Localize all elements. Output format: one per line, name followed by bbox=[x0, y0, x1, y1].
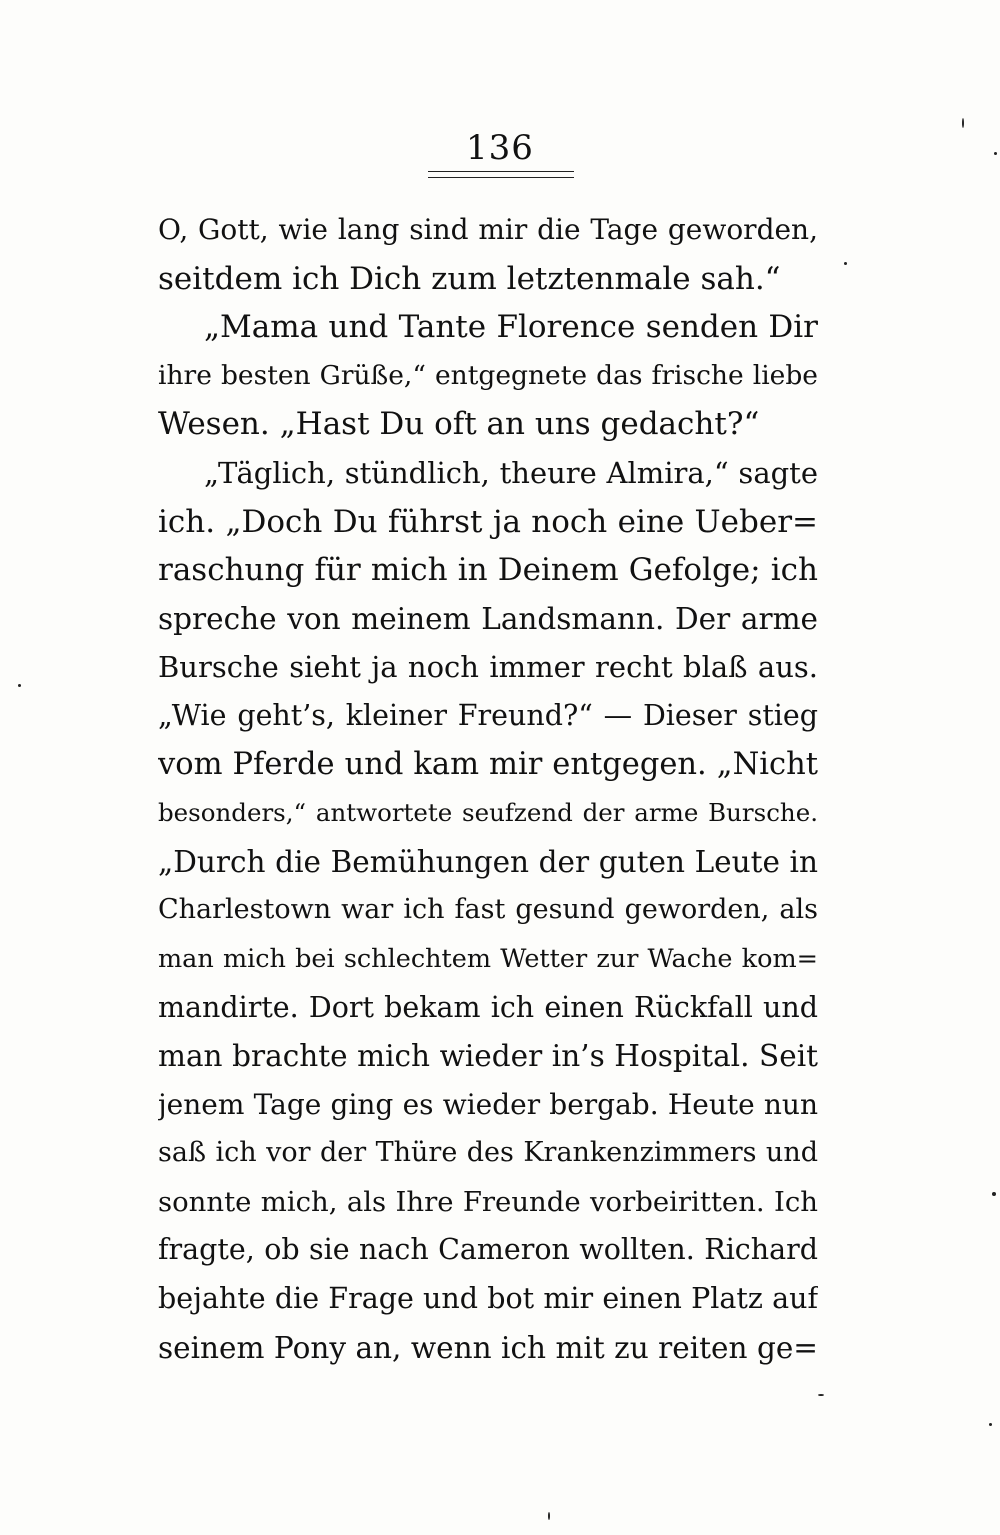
text-line: sonnte mich, als Ihre Freunde vorbeiritten. Ich bbox=[158, 1185, 818, 1218]
scan-speck bbox=[18, 684, 21, 687]
text-line: Charlestown war ich fast gesund geworden, als bbox=[158, 894, 818, 926]
text-line: jenem Tage ging es wieder bergab. Heute nun bbox=[158, 1087, 818, 1121]
text-line: fragte, ob sie nach Cameron wollten. Richard bbox=[158, 1233, 818, 1267]
text-line: saß ich vor der Thüre des Krankenzimmers und bbox=[158, 1137, 818, 1169]
text-line: vom Pferde und kam mir entgegen. „Nicht bbox=[158, 746, 818, 782]
text-line: „Täglich, stündlich, theure Almira,“ sagte bbox=[204, 455, 818, 490]
scan-speck bbox=[548, 1512, 550, 1520]
body-text bbox=[158, 206, 818, 1372]
text-line: „Mama und Tante Florence senden Dir bbox=[204, 309, 818, 346]
scan-speck bbox=[989, 1423, 992, 1426]
text-line: seinem Pony an, wenn ich mit zu reiten ge= bbox=[158, 1330, 818, 1365]
scan-speck bbox=[818, 1394, 824, 1396]
scan-speck bbox=[962, 118, 964, 128]
text-line: bejahte die Frage und bot mir einen Platz auf bbox=[158, 1282, 818, 1316]
text-line: man mich bei schlechtem Wetter zur Wache kom= bbox=[158, 943, 818, 974]
text-line: besonders,“ antwortete seufzend der arme Bursche. bbox=[158, 798, 818, 828]
page-number-rule-upper bbox=[428, 171, 574, 172]
text-line: seitdem ich Dich zum letztenmale sah.“ bbox=[158, 260, 781, 297]
scan-speck bbox=[994, 152, 997, 155]
text-line: „Durch die Bemühungen der guten Leute in bbox=[158, 844, 818, 879]
text-line: Wesen. „Hast Du oft an uns gedacht?“ bbox=[158, 406, 760, 443]
text-line: „Wie geht’s, kleiner Freund?“ — Dieser stieg bbox=[158, 698, 818, 732]
text-line: O, Gott, wie lang sind mir die Tage geworden, bbox=[158, 213, 818, 246]
scan-speck bbox=[992, 1192, 996, 1196]
scan-speck bbox=[844, 262, 847, 265]
text-line: mandirte. Dort bekam ich einen Rückfall und bbox=[158, 990, 818, 1024]
text-line: ich. „Doch Du führst ja noch eine Ueber= bbox=[158, 503, 818, 540]
text-line: spreche von meinem Landsmann. Der arme bbox=[158, 601, 818, 636]
text-line: raschung für mich in Deinem Gefolge; ich bbox=[158, 552, 818, 589]
text-line: ihre besten Grüße,“ entgegnete das frische liebe bbox=[158, 359, 818, 391]
page-number-rule-lower bbox=[428, 177, 574, 178]
text-line: Bursche sieht ja noch immer recht blaß aus. bbox=[158, 650, 818, 685]
text-line: man brachte mich wieder in’s Hospital. Seit bbox=[158, 1039, 818, 1074]
page-number: 136 bbox=[466, 128, 534, 168]
